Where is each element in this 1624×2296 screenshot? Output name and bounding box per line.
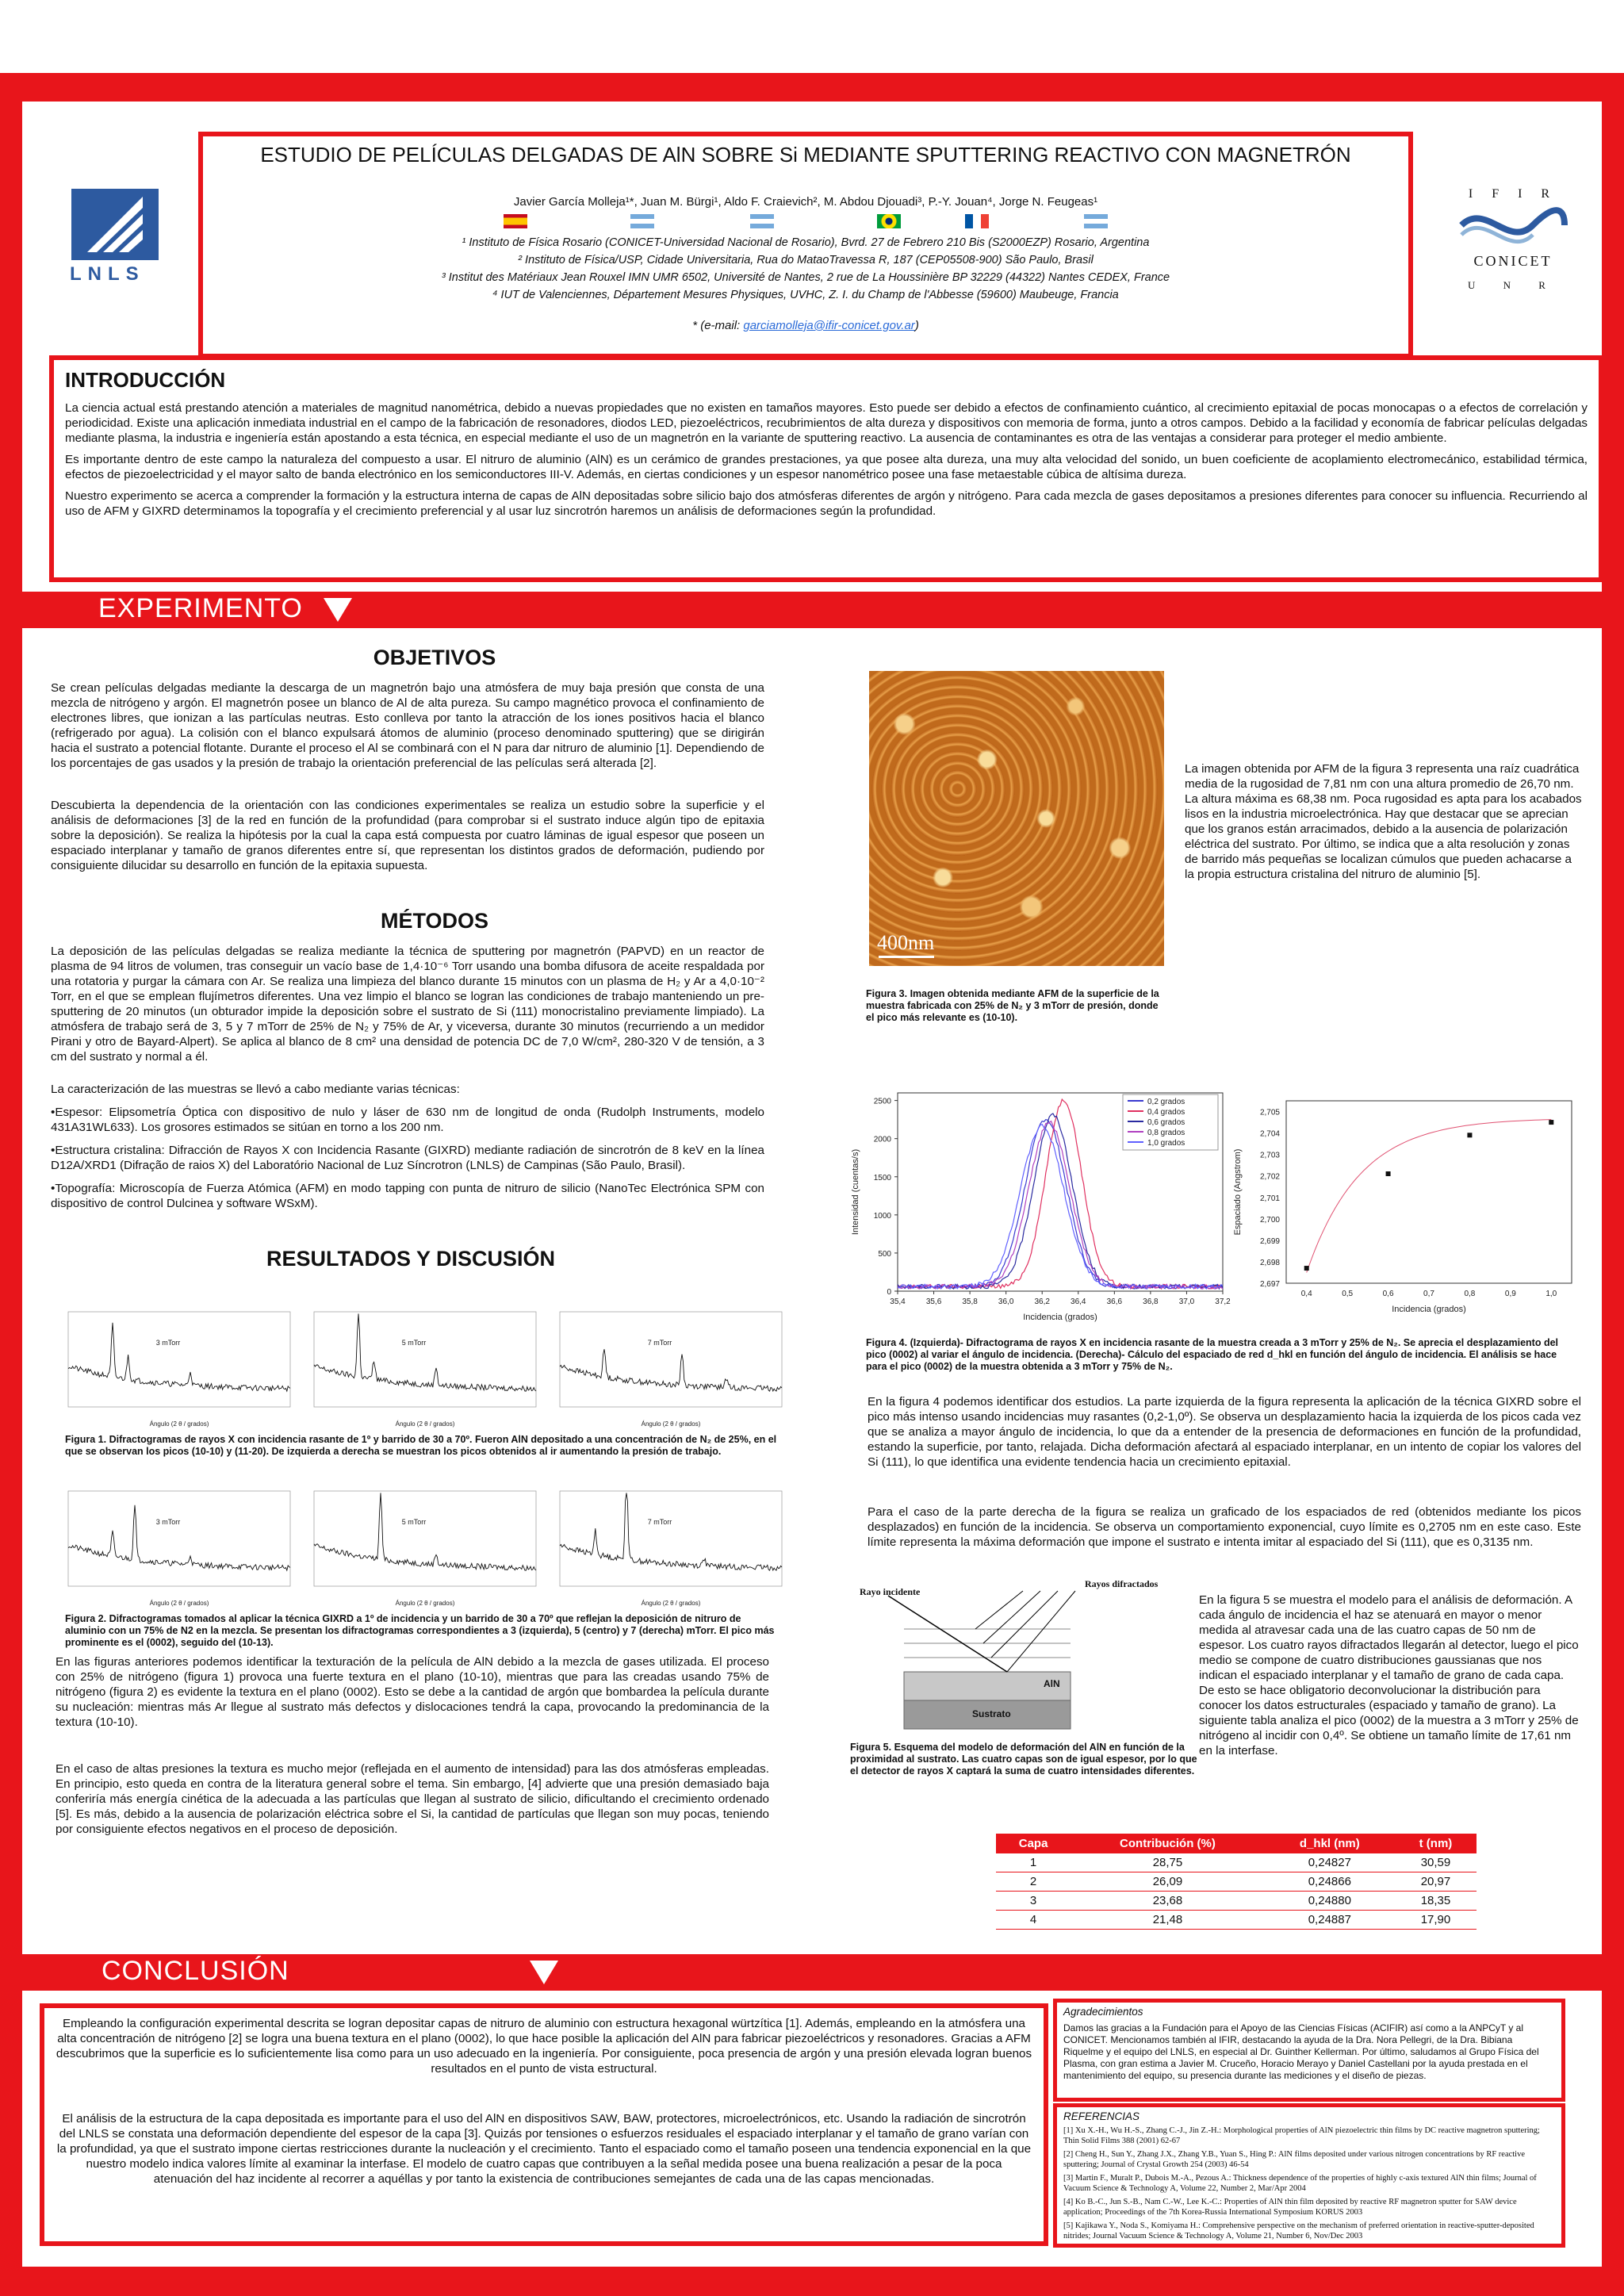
x-tick-label: 0,7 — [1423, 1290, 1434, 1298]
y-tick-label: 2,703 — [1259, 1151, 1280, 1160]
experimento-title: EXPERIMENTO — [98, 593, 303, 623]
table-cell: 1 — [996, 1853, 1071, 1872]
argentina-flag-icon-2 — [750, 214, 774, 228]
afm-scale-bar — [879, 956, 934, 958]
lnls-logo-text: LNLS — [70, 263, 145, 285]
table-cell: 23,68 — [1071, 1892, 1265, 1911]
table-cell: 18,35 — [1395, 1892, 1477, 1911]
conclusion-title: CONCLUSIÓN — [102, 1956, 289, 1986]
affiliation-2: ² Instituto de Física/USP, Cidade Universitaria, Rua do MataoTravessa R, 187 (CEP05508-900) São Paulo, Brasil — [518, 254, 1094, 266]
figure-1 — [52, 1304, 798, 1431]
intro-title: INTRODUCCIÓN — [65, 368, 226, 392]
conicet-wave-icon — [1454, 201, 1572, 249]
xrd-line — [560, 1493, 782, 1570]
table-cell: 30,59 — [1395, 1853, 1477, 1872]
x-tick-label: 36,4 — [1071, 1297, 1086, 1306]
figure-1-caption: Figura 1. Difractogramas de rayos X con incidencia rasante de 1º y barrido de 30 a 70º. Fueron AlN depositado a una concentración de N₂ de 25%, en el que se observan los picos (10-10) y (11-20). De izquierda a derecha se muestran los picos obtenidos al ir aumentando la presión de trabajo. — [65, 1434, 777, 1457]
y-tick-label: 2,700 — [1259, 1215, 1280, 1225]
references-title: REFERENCIAS — [1063, 2110, 1140, 2122]
xrd-x-axis-label: Ángulo (2 θ / grados) — [641, 1600, 701, 1607]
x-tick-label: 37,0 — [1178, 1297, 1195, 1306]
metodos-text — [51, 944, 764, 1211]
y-tick-label: 0 — [887, 1288, 891, 1297]
x-tick-label: 36,2 — [1034, 1297, 1050, 1306]
fig4-text — [868, 1394, 1581, 1550]
intro-paragraph-2: Es importante dentro de este campo la naturaleza del compuesto a usar. El nitruro de aluminio (AlN) es un cerámico de grandes prestaciones, ya que posee alta dureza, una muy alta velocidad del sonido, un buen coeficiente de acoplamiento electromecánico, estabilidad térmica, efectos de piezoelectricidad y el mayor salto de banda electrónico en los semiconductores III-V. Además, en ciertas condiciones y un espesor nanométrico posee una fase metaestable cúbica de altísima dureza. — [65, 453, 1588, 481]
x-axis-label: Incidencia (grados) — [1023, 1313, 1097, 1322]
acknowledgements-text: Damos las gracias a la Fundación para el Apoyo de las Ciencias Físicas (ACIFIR) así como a la ANPCyT y al CONICET. Mencionamos también al IFIR, destacando la ayuda de la Dra. Nora Pellegri, de la Dra. Bibiana Riquelme y el equipo del LNLS, en especial al Dr. Guinther Kellerman. Por último, saludamos al Grupo Física del Plasma, con gran estima a Javier M. Cruceño, Horacio Merayo y Daniel Castellani por la ayuda prestada en el mantenimiento del equipo, su presencia durante las mediciones y el diseño de piezas. — [1063, 2022, 1539, 2081]
figure-3-caption: Figura 3. Imagen obtenida mediante AFM de la superficie de la muestra fabricada con 25% de N₂ y 3 mTorr de presión, donde el pico más relevante es (10-10). — [866, 988, 1159, 1023]
fit-line — [1307, 1120, 1552, 1273]
xrd-frame — [314, 1491, 536, 1586]
xrd-pressure-label: 7 mTorr — [647, 1518, 672, 1526]
xrd-panel — [68, 1491, 290, 1607]
fig4-left-chart — [851, 1093, 1231, 1322]
table-row — [996, 1892, 1477, 1911]
figure-2-xrd-plots — [52, 1483, 798, 1610]
xrd-panel — [314, 1491, 536, 1607]
authors: Javier García Molleja¹*, Juan M. Bürgi¹, Aldo F. Craievich², M. Abdou Djouadi³, P.-Y. Jouan⁴, Jorge N. Feugeas¹ — [513, 195, 1098, 209]
y-tick-label: 2500 — [873, 1097, 891, 1106]
reference-item: [5] Kajikawa Y., Noda S., Komiyama H.: Comprehensive perspective on the mechanism of preferred orientation in reactive-sputter-deposited nitrides; Journal Vacuum Science & Technology A, Volume 21, Number 6, Nov/Dec 2003 — [1063, 2221, 1534, 2240]
y-axis-label: Espaciado (Angstrom) — [1233, 1148, 1243, 1236]
experimento-bar — [22, 592, 1602, 628]
objetivos-title: OBJETIVOS — [373, 646, 496, 669]
x-tick-label: 36,8 — [1143, 1297, 1159, 1306]
xrd-panel — [314, 1312, 536, 1428]
xrd-panel — [68, 1312, 290, 1428]
affiliation-1: ¹ Instituto de Física Rosario (CONICET-Universidad Nacional de Rosario), Bvrd. 27 de Febrero 210 Bis (S2000EZP) Rosario, Argentina — [462, 236, 1150, 249]
metodos-bullet-topografia: •Topografía: Microscopía de Fuerza Atómica (AFM) en modo tapping con punta de nitruro de silicio (NanoTec Electrónica SPM con dispositivo de control Dulcinea y software WSxM). — [51, 1182, 764, 1210]
fig5-aln-label: AlN — [1044, 1678, 1060, 1689]
ifir-text: I F I R — [1468, 187, 1558, 201]
down-triangle-icon — [530, 1961, 558, 1984]
y-tick-label: 2,705 — [1259, 1108, 1280, 1117]
metodos-bullet-espesor: •Espesor: Elipsometría Óptica con dispositivo de nulo y láser de 630 nm de longitud de onda (Rudolph Instruments, modelo 431A31WL633). Los grosores estimados se sitúan en torno a los 200 nm. — [51, 1106, 764, 1134]
france-flag-icon — [965, 214, 989, 228]
y-tick-label: 500 — [878, 1249, 891, 1259]
legend-label: 1,0 grados — [1147, 1139, 1185, 1148]
objetivos-paragraph-1: Se crean películas delgadas mediante la descarga de un magnetrón bajo una atmósfera de muy baja presión que consta de una mezcla de nitrógeno y argón. El magnetrón posee un blanco de Al de alta pureza. Su campo magnético provoca el confinamiento de electrones libres, que ionizan a las partículas neutras. Esto conlleva por tanto la atracción de los iones positivos hacia el blanco (refrigerado por agua). La colisión con el blanco expulsará átomos de aluminio (proceso denominado sputtering) que se dirigirán hacia el sustrato a potencial flotante. Durante el proceso el Al se combinará con el N para dar nitruro de aluminio [1]. Dependiendo de los porcentajes de gas usados y la presión de trabajo la orientación preferencial de las películas será alterada [2]. — [51, 681, 764, 770]
xrd-pressure-label: 7 mTorr — [647, 1339, 672, 1347]
metodos-paragraph-2: La caracterización de las muestras se llevó a cabo mediante varias técnicas: — [51, 1083, 460, 1096]
reference-item: [1] Xu X.-H., Wu H.-S., Zhang C.-J., Jin Z.-H.: Morphological properties of AlN piezoelectric thin films by DC reactive magnetron sputtering; Thin Solid Films 388 (2001) 62-67 — [1063, 2126, 1540, 2145]
argentina-flag-icon-3 — [1084, 214, 1108, 228]
legend-label: 0,2 grados — [1147, 1098, 1185, 1106]
x-tick-label: 0,4 — [1300, 1290, 1312, 1298]
argentina-flag-icon — [630, 214, 654, 228]
xrd-line — [68, 1505, 290, 1570]
data-point — [1304, 1266, 1309, 1271]
table-cell: 28,75 — [1071, 1853, 1265, 1872]
down-triangle-icon — [324, 598, 352, 622]
xrd-line — [314, 1493, 536, 1570]
table-header-row — [996, 1834, 1477, 1853]
conclusion-paragraph-1: Empleando la configuración experimental descrita se logran depositar capas de nitruro de aluminio con estructura hexagonal würtzítica [1]. Además, empleando en la atmósfera una alta concentración de nitrógeno [2] se logra una buena textura en el plano (0002), lo que hace posible la aplicación del AlN para fabricar piezoeléctricos y resonadores. Gracias a AFM descubrimos que la superficie es lo suficientemente lisa como para un uso adecuado en la ingeniería. Por consiguiente, poca presencia de argón y una presión elevada logran buenos resultados en el punto de vista estructural. — [56, 2017, 1032, 2076]
x-tick-label: 0,5 — [1342, 1290, 1354, 1298]
poster-frame — [0, 73, 1624, 2296]
y-tick-label: 2,701 — [1259, 1194, 1280, 1203]
fig4-paragraph-1: En la figura 4 podemos identificar dos estudios. La parte izquierda de la figura representa la aplicación de la técnica GIXRD sobre el pico más intenso usando incidencias muy rasantes (0,2-1,0º). Se observa un desplazamiento hacia la izquierda de los picos cada vez que se analiza a mayor ángulo de incidencia, lo que da a entender de la presencia de deformaciones en función de la profundidad, estando la superficie, por tanto, relajada. Dicha deformación afectará al espaciado interplanar, en un intento de copiar los valores del Si (111), lo que identifica una evidente tendencia hacia un crecimiento epitaxial. — [868, 1395, 1581, 1469]
conclusion-paragraph-2: El análisis de la estructura de la capa depositada es importante para el uso del AlN en dispositivos SAW, BAW, protectores, microelectrónicos, etc. Usando la radiación de sincrotrón del LNLS se constata una deformación dependiente del espesor de la capa [3]. Quizás por tensiones o esfuerzos residuales el espaciado interplanar y el tamaño de grano varían con la profundidad, ya que el sustrato impone ciertas restricciones durante la nucleación y el crecimiento. Tanto el espaciado como el tamaño poseen una tendencia exponencial en la que nuestro modelo indica valores límite al examinar la interfase. El modelo de cuatro capas que contribuyen a la señal medida posee una buena realización a pesar de la poca atenuación del haz incidente al recorrer a aquéllas y por tanto la existencia de contribuciones semejantes de cada una de las capas mencionadas. — [56, 2112, 1032, 2186]
xrd-line — [68, 1323, 290, 1391]
email-prefix: * (e-mail: — [692, 319, 744, 332]
table-row — [996, 1911, 1477, 1930]
fig4-right-frame — [1286, 1101, 1572, 1283]
email-link[interactable]: garciamolleja@ifir-conicet.gov.ar — [743, 319, 915, 332]
email-line — [203, 319, 1408, 332]
conclusion-bar — [22, 1954, 1602, 1991]
y-tick-label: 2,702 — [1259, 1172, 1280, 1182]
xrd-panel — [560, 1312, 782, 1428]
acknowledgements-title: Agradecimientos — [1063, 2006, 1143, 2018]
reference-item: [3] Martin F., Muralt P., Dubois M.-A., Pezous A.: Thickness dependence of the properties of highly c-axis textured AlN thin films; Journal of Vacuum Science & Technology A, Volume 22, Number 2, Mar/Apr 2004 — [1063, 2174, 1537, 2193]
unr-text: U N R — [1468, 279, 1558, 291]
figure-2 — [52, 1483, 798, 1610]
xrd-pressure-label: 3 mTorr — [155, 1339, 181, 1347]
x-tick-label: 35,6 — [925, 1297, 942, 1306]
table-cell: 0,24880 — [1265, 1892, 1395, 1911]
metodos-bullet-estructura: •Estructura cristalina: Difracción de Rayos X con Incidencia Rasante (GIXRD) mediante radiación de sincrotrón de 8 keV en la línea D12A/XRD1 (Difração de raios X) del Laboratório Nacional de Luz Síncrotron (LNLS) de Campinas (São Paulo, Brasil). — [51, 1144, 764, 1172]
table-cell: 17,90 — [1395, 1911, 1477, 1930]
resultados-title: RESULTADOS Y DISCUSIÓN — [266, 1247, 556, 1271]
legend-label: 0,6 grados — [1147, 1118, 1185, 1127]
y-tick-label: 2,699 — [1259, 1236, 1280, 1246]
y-tick-label: 1000 — [873, 1211, 891, 1221]
xrd-line — [560, 1349, 782, 1391]
figure-4-caption: Figura 4. (Izquierda)- Difractograma de rayos X en incidencia rasante de la muestra creada a 3 mTorr y 25% de N₂. Se aprecia el desplazamiento del pico (0002) al variar el ángulo de incidencia. (Derecha)- Cálculo del espaciado de red d_hkl en función del ángulo de incidencia. El análisis se hace para el pico (0002) de la muestra obtenida a 3 mTorr y 75% de N₂. — [866, 1337, 1559, 1372]
table-cell: 0,24866 — [1265, 1872, 1395, 1892]
ifir-conicet-logo — [1442, 187, 1584, 306]
figure-1-xrd-plots — [52, 1304, 798, 1431]
table-cell: 4 — [996, 1911, 1071, 1930]
xrd-x-axis-label: Ángulo (2 θ / grados) — [149, 1600, 209, 1607]
fig5-diffracted-label: Rayos difractados — [1085, 1578, 1159, 1589]
series-line — [898, 1125, 1223, 1290]
data-point — [1386, 1171, 1391, 1176]
brazil-flag-icon — [877, 214, 901, 228]
fig5-paragraph: En la figura 5 se muestra el modelo para el análisis de deformación. A cada ángulo de incidencia el haz se atenuará en mayor o menor medida al atravesar cada una de las cuatro capas de 50 nm de espesor. Los cuatro rayos difractados llegarán al detector, luego el pico medio se compone de cuatro distribuciones gaussianas que nos indican el espaciado interplanar y el tamaño de grano de cada capa. De esto se hace obligatorio deconvolucionar la distribución para conocer los datos estructurales (espaciado y tamaño de grano). La siguiente tabla analiza el pico (0002) de la muestra a 3 mTorr y 25% de nitrógeno al incidir con 0,4º. Se obtiene un tamaño límite de 17,61 nm en la interfase. — [1199, 1593, 1579, 1757]
table-cell: 0,24827 — [1265, 1853, 1395, 1872]
fig4-paragraph-2: Para el caso de la parte derecha de la figura se realiza un graficado de los espaciados de red (obtenidos mediante los picos desplazados) en función de la incidencia. Se observa un comportamiento exponencial, cuyo límite es 0,2705 nm en este caso. Este límite representa la máxima deformación que impone el sustrato e intenta imitar al espaciado del Si (111), que es 0,3135 nm. — [868, 1505, 1581, 1549]
results-table-wrap — [996, 1834, 1477, 1930]
fig5-sustrato-label: Sustrato — [972, 1708, 1011, 1719]
reference-item: [4] Ko B.-C., Jun S.-B., Nam C.-W., Lee K.-C.: Properties of AlN thin film deposited by reactive RF magnetron sputter for SAW device application; Proceedings of the 7th Korea-Russia International Symposium KORUS 2003 — [1063, 2198, 1517, 2217]
data-point — [1467, 1133, 1472, 1137]
resultados-paragraph-2: En el caso de altas presiones la textura es mucho mejor (reflejada en el aumento de intensidad) para las dos atmósferas empleadas. En principio, esto queda en contra de la literatura general sobre el tema. Sin embargo, [4] advierte que una presión demasiado baja conferiría más energía cinética de la adecuada a las partículas que llegan al sustrato de silicio, dificultando el crecimiento ordenado [5]. Es más, debido a la ausencia de polarización eléctrica sobre el Si, la cantidad de partículas que llegan son muy pocas, teniendo por consiguiente efectos negativos en el proceso de deposición. — [56, 1762, 769, 1836]
title-box — [198, 132, 1413, 358]
table-cell: 26,09 — [1071, 1872, 1265, 1892]
intro-box — [49, 355, 1603, 582]
fig5-incident-label: Rayo incidente — [860, 1586, 921, 1597]
y-tick-label: 2,704 — [1259, 1129, 1280, 1139]
x-tick-label: 1,0 — [1545, 1290, 1557, 1298]
xrd-x-axis-label: Ángulo (2 θ / grados) — [149, 1420, 209, 1428]
xrd-pressure-label: 3 mTorr — [155, 1518, 181, 1526]
y-tick-label: 2000 — [873, 1135, 891, 1144]
lnls-logo — [56, 181, 182, 292]
table-row — [996, 1853, 1477, 1872]
table-header: Contribución (%) — [1071, 1834, 1265, 1853]
xrd-x-axis-label: Ángulo (2 θ / grados) — [641, 1420, 701, 1428]
y-tick-label: 1500 — [873, 1173, 891, 1182]
table-header: Capa — [996, 1834, 1071, 1853]
objetivos-paragraph-2: Descubierta la dependencia de la orientación con las condiciones experimentales se realiza un estudio sobre la superficie y el análisis de deformaciones [3] de la red en función de la profundidad (para comprobar si el sustrato induce algún tipo de epitaxia sobre la deposición). Se realiza la hipótesis por la cual la capa está compuesta por cuatro láminas de igual espesor que poseen un espaciado interplanar y tamaño de granos diferentes entre sí, que representan los distintos grados de deformación, pudiendo por consiguiente dilucidar su desarrollo en función de la epitaxia supuesta. — [51, 799, 764, 872]
figure-4-charts — [842, 1077, 1592, 1331]
x-axis-label: Incidencia (grados) — [1392, 1305, 1466, 1314]
y-tick-label: 2,698 — [1259, 1258, 1280, 1267]
legend-label: 0,8 grados — [1147, 1129, 1185, 1137]
xrd-pressure-label: 5 mTorr — [401, 1339, 427, 1347]
metodos-title: MÉTODOS — [380, 909, 488, 933]
xrd-line — [314, 1313, 536, 1391]
xrd-frame — [314, 1312, 536, 1407]
x-tick-label: 35,8 — [962, 1297, 978, 1306]
acknowledgements-box — [1053, 1999, 1565, 2102]
conicet-text: CONICET — [1473, 253, 1553, 269]
table-row — [996, 1872, 1477, 1892]
flags-row — [203, 214, 1408, 228]
metodos-paragraph-1: La deposición de las películas delgadas se realiza mediante la técnica de sputtering por magnetrón (PAPVD) en un reactor de plasma de 94 litros de volumen, tras conseguir un vacío base de 1,4·10⁻⁶ Torr usando una bomba difusora de aceite respaldada por una rotatoria y purgar la cámara con Ar. Se realiza una limpieza del blanco durante 15 minutos con un plasma de H₂ y Ar a 4,0·10⁻² Torr, en el que se emplean flujímetros diferentes. Una vez limpio el blanco se logran las condiciones de trabajo manteniendo un pre-sputtering de 20 minutos (un obturador impide la deposición sobre el sustrato de Si (111) monocristalino previamente limpiado). La atmósfera de trabajo será de 3, 5 y 7 mTorr de 25% de N₂ y 75% de Ar, y viceversa, durante 30 minutos (recurriendo a un medidor Pirani y otro de Bayard-Alpert). Se aplica al blanco de 8 cm² una densidad de potencia DC de 7,0 W/cm², 280-320 V de tensión, a 3 cm del sustrato y normal a él. — [51, 945, 764, 1064]
figure-4 — [842, 1077, 1592, 1331]
x-tick-label: 37,2 — [1215, 1297, 1231, 1306]
poster-body — [22, 102, 1602, 2267]
affiliation-3: ³ Institut des Matériaux Jean Rouxel IMN UMR 6502, Université de Nantes, 2 rue de La Houssinière BP 32229 (44322) Nantes CEDEX, France — [441, 271, 1170, 284]
figure-5 — [856, 1578, 1189, 1735]
affiliation-4: ⁴ IUT de Valenciennes, Département Mesures Physiques, UVHC, Z. I. du Champ de l'Abbesse (59600) Maubeuge, Francia — [492, 289, 1119, 301]
figure-2-caption: Figura 2. Difractogramas tomados al aplicar la técnica GIXRD a 1º de incidencia y un barrido de 30 a 70º que reflejan la deposición de nitruro de aluminio con un 75% de N2 en la mezcla. Se presentan los difractogramas correspondientes a 3 (izquierda), 5 (centro) y 7 (derecha) mTorr. El pico más prominente es el (0002), seguido del (10-13). — [65, 1613, 775, 1648]
table-cell: 3 — [996, 1892, 1071, 1911]
y-tick-label: 2,697 — [1259, 1280, 1280, 1289]
data-point — [1549, 1120, 1553, 1125]
table-cell: 21,48 — [1071, 1911, 1265, 1930]
x-tick-label: 36,0 — [998, 1297, 1014, 1306]
poster-title: ESTUDIO DE PELÍCULAS DELGADAS DE AlN SOBRE Si MEDIANTE SPUTTERING REACTIVO CON MAGNETRÓN — [260, 143, 1351, 167]
results-table — [996, 1834, 1477, 1930]
objetivos-text — [51, 680, 764, 873]
intro-paragraph-1: La ciencia actual está prestando atención a materiales de magnitud nanométrica, debido a nuevas propiedades que no existen en tamaños mayores. Esto puede ser debido a efectos de confinamiento cuántico, al crecimiento epitaxial de pocas monocapas o a efectos de correlación y periodicidad. Existe una aplicación inmediata industrial en el campo de la fabricación de resonadores, diodos LED, piezoeléctricos, recubrimientos de alta dureza y dispositivos con memoria de forma, junto a otros campos. Debido a la facilidad y economía de fabricar películas delgadas mediante plasma, la industria e ingeniería están apostando a esta técnica, en especial mediante el uso de un magnetrón en la variante de sputtering reactivo. La ausencia de contaminantes es otra de las ventajas a considerar para proteger el medio ambiente. — [65, 401, 1588, 445]
y-axis-label: Intensidad (cuentas/s) — [851, 1148, 860, 1236]
xrd-x-axis-label: Ángulo (2 θ / grados) — [395, 1420, 455, 1428]
table-header: t (nm) — [1395, 1834, 1477, 1853]
xrd-frame — [68, 1312, 290, 1407]
x-tick-label: 36,6 — [1106, 1297, 1123, 1306]
xrd-pressure-label: 5 mTorr — [401, 1518, 427, 1526]
x-tick-label: 0,6 — [1382, 1290, 1394, 1298]
conclusion-box — [40, 2003, 1048, 2246]
xrd-frame — [68, 1491, 290, 1586]
intro-paragraph-3: Nuestro experimento se acerca a comprender la formación y la estructura interna de capas de AlN depositadas sobre silicio bajo dos atmósferas diferentes de argón y nitrógeno. Para cada mezcla de gases depositamos a presiones diferentes para conocer su influencia. Recurriendo al uso de AFM y GIXRD determinamos la topografía y el crecimiento preferencial y al usar luz sincrotrón haremos un análisis de deformaciones según la profundidad. — [65, 489, 1588, 518]
table-cell: 20,97 — [1395, 1872, 1477, 1892]
afm-image — [869, 671, 1164, 966]
xrd-frame — [560, 1312, 782, 1407]
x-tick-label: 0,9 — [1504, 1290, 1516, 1298]
table-cell: 0,24887 — [1265, 1911, 1395, 1930]
figure-5-caption: Figura 5. Esquema del modelo de deformación del AlN en función de la proximidad al sustrato. Las cuatro capas son de igual espesor, por lo que el detector de rayos X captará la suma de cuatro intensidades diferentes. — [850, 1742, 1197, 1777]
x-tick-label: 0,8 — [1464, 1290, 1476, 1298]
afm-scale-label: 400nm — [877, 931, 935, 954]
figure-5-diagram — [856, 1585, 1189, 1735]
xrd-frame — [560, 1491, 782, 1586]
legend-label: 0,4 grados — [1147, 1108, 1185, 1117]
xrd-panel — [560, 1491, 782, 1607]
reference-item: [2] Cheng H., Sun Y., Zhang J.X., Zhang Y.B., Yuan S., Hing P.: AlN films deposited under various nitrogen concentrations by RF reactive sputtering; Journal of Crystal Growth 254 (2003) 46-54 — [1063, 2150, 1526, 2169]
table-header: d_hkl (nm) — [1265, 1834, 1395, 1853]
afm-paragraph: La imagen obtenida por AFM de la figura 3 representa una raíz cuadrática media de la rugosidad de 7,81 nm con una altura promedio de 26,70 nm. La altura máxima es 68,38 nm. Poca rugosidad es apta para los acabados lisos en la industria microelectrónica. Hay que destacar que se aprecian que los granos están arracimados, debido a la ausencia de polarización eléctrica del sustrato. Por último, se indica que a alta resolución y zonas de barrido más pequeñas se localizan cúmulos que pueden achacarse a la propia estructura cristalina del nitruro de aluminio [5]. — [1185, 762, 1582, 881]
x-tick-label: 35,4 — [890, 1297, 906, 1306]
spain-flag-icon — [504, 214, 527, 228]
email-suffix: ) — [914, 319, 919, 332]
fig4-right-chart — [1233, 1101, 1572, 1314]
resultados-text — [56, 1654, 769, 1837]
references-box — [1053, 2103, 1565, 2248]
table-cell: 2 — [996, 1872, 1071, 1892]
resultados-paragraph-1: En las figuras anteriores podemos identificar la texturación de la película de AlN debido a la mezcla de gases utilizada. El proceso con 25% de nitrógeno (figura 1) provoca una fuerte textura en el plano (10-10), mientras que para las creadas usando 75% de nitrógeno (figura 2) es evidente la textura en el plano (0002). Esto se debe a la cantidad de argón que bombardea la película durante su nucleación: mientras más Ar llegue al sustrato más defectos y dislocaciones tendrá la capa, provocando la predominancia de la textura (10-10). — [56, 1655, 769, 1729]
xrd-x-axis-label: Ángulo (2 θ / grados) — [395, 1600, 455, 1607]
